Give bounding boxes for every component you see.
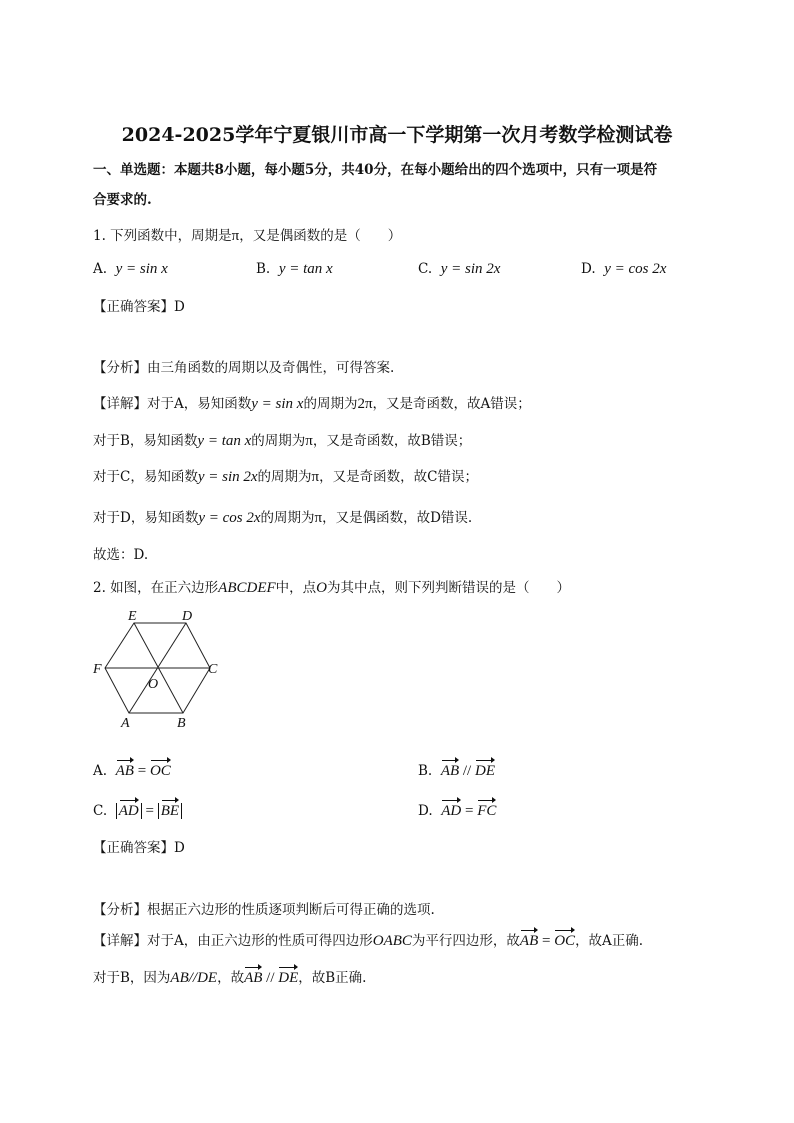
q2-option-a-vector-oc: OC	[149, 763, 171, 779]
q1-detail-a-end: ，又是奇函数，故A错误；	[372, 396, 531, 412]
page-title: 2024-2025学年宁夏银川市高一下学期第一次月考数学检测试卷	[121, 124, 673, 146]
label-d: D	[182, 610, 193, 624]
q2-option-c-vector-be: BE	[160, 803, 180, 819]
section-heading-line1: 一、单选题：本题共8小题，每小题5分，共40分，在每小题给出的四个选项中，只有一项是符	[93, 162, 658, 178]
q1-option-c-formula: y = sin 2x	[440, 261, 501, 277]
q1-option-d	[581, 259, 666, 279]
q2-option-b-op: //	[459, 763, 475, 779]
q2-stem-point: O	[316, 580, 328, 596]
q1-detail-a-period: 2π	[357, 396, 373, 412]
q1-detail-d-period: π	[314, 510, 323, 526]
q1-detail-c-end: ，又是奇函数，故C错误；	[319, 469, 478, 485]
q2-option-a-label: A.	[93, 763, 108, 779]
q2-answer: 【正确答案】D	[93, 840, 185, 856]
label-f: F	[93, 662, 102, 677]
q2-option-d-vector-ad: AD	[441, 803, 462, 819]
q1-analysis: 【分析】由三角函数的周期以及奇偶性，可得答案.	[93, 360, 395, 376]
q2-stem-text: 2. 如图，在正六边形	[93, 580, 219, 596]
q2-option-d-vector-fc: FC	[477, 803, 497, 819]
q1-detail-b-mid: 的周期为	[251, 433, 306, 449]
q1-detail-b	[93, 431, 471, 451]
q1-conclusion: 故选：D.	[93, 547, 149, 563]
q1-detail-d	[93, 508, 472, 528]
q2-detail-b	[93, 968, 366, 988]
q1-option-b	[256, 259, 333, 279]
q2-stem-mid: 中，点	[275, 580, 317, 596]
q1-detail-c-fn: y = sin 2x	[197, 469, 258, 485]
q2-option-b-label: B.	[418, 763, 433, 779]
q2-option-c-op: =	[141, 803, 158, 819]
q1-detail-d-mid: 的周期为	[260, 510, 315, 526]
q2-option-c-label: C.	[93, 803, 108, 819]
q2-detail-b-end: ，故B正确.	[298, 970, 367, 986]
q2-detail-a-vector-oc: OC	[554, 933, 576, 949]
q1-stem-text: 1. 下列函数中，周期是	[93, 228, 232, 244]
label-o: O	[148, 677, 159, 692]
q2-detail-a	[93, 931, 643, 951]
q2-detail-b-vector-ab: AB	[244, 970, 263, 986]
q1-detail-c	[93, 467, 478, 487]
q2-detail-b-op: //	[262, 970, 279, 986]
q1-option-b-formula: y = tan x	[278, 261, 333, 277]
hexagon-figure	[90, 610, 230, 735]
q2-option-a	[93, 761, 171, 781]
q1-detail-d-text: 对于D，易知函数	[93, 510, 199, 526]
q1-detail-a-fn: y = sin x	[251, 396, 304, 412]
q1-detail-a	[93, 394, 531, 414]
q1-detail-b-fn: y = tan x	[197, 433, 252, 449]
q2-detail-a-vector-ab: AB	[519, 933, 539, 949]
q1-option-d-formula: y = cos 2x	[604, 261, 667, 277]
label-a: A	[121, 716, 130, 731]
q2-option-c-vector-ad: AD	[118, 803, 139, 819]
q2-detail-b-relation: AB//DE	[170, 970, 218, 986]
q1-detail-b-end: ，又是奇函数，故B错误；	[312, 433, 472, 449]
q2-detail-a-mid: 为平行四边形，故	[411, 933, 520, 949]
q1-option-c	[418, 259, 500, 279]
q2-option-b	[418, 761, 495, 781]
q1-option-a-label: A.	[93, 261, 108, 277]
q1-detail-d-end: ，又是偶函数，故D错误.	[322, 510, 473, 526]
q1-detail-c-text: 对于C，易知函数	[93, 469, 198, 485]
q2-detail-b-text: 对于B，因为	[93, 970, 171, 986]
q2-stem-hexagon: ABCDEF	[218, 580, 276, 596]
q2-detail-b-mid: ，故	[217, 970, 245, 986]
label-c: C	[208, 662, 218, 677]
q1-option-a	[93, 259, 168, 279]
q1-option-d-label: D.	[581, 261, 596, 277]
q2-detail-a-quad: OABC	[372, 933, 412, 949]
q2-option-d	[418, 801, 496, 821]
q1-option-c-label: C.	[418, 261, 433, 277]
q1-detail-a-mid: 的周期为	[303, 396, 358, 412]
q1-detail-b-period: π	[305, 433, 313, 449]
q2-option-b-vector-ab: AB	[440, 763, 460, 779]
q2-detail-a-op: =	[538, 933, 555, 949]
q1-stem-pi: π	[231, 228, 240, 244]
q1-stem	[93, 226, 401, 246]
q1-option-b-label: B.	[256, 261, 271, 277]
q1-answer: 【正确答案】D	[93, 299, 185, 315]
label-e: E	[128, 610, 137, 624]
q2-stem	[93, 578, 570, 598]
q2-option-a-op: =	[133, 763, 150, 779]
q2-option-c	[93, 801, 182, 821]
label-b: B	[177, 716, 186, 731]
q1-detail-a-text: 【详解】对于A，易知函数	[93, 396, 252, 412]
q2-stem-end: 为其中点，则下列判断错误的是（ ）	[327, 580, 571, 596]
hexagon-lines	[105, 623, 210, 713]
q2-option-b-vector-de: DE	[474, 763, 495, 779]
q2-option-a-vector-ab: AB	[115, 763, 134, 779]
q2-detail-a-end: ，故A正确.	[575, 933, 644, 949]
q2-detail-a-text: 【详解】对于A，由正六边形的性质可得四边形	[93, 933, 373, 949]
q1-option-a-formula: y = sin x	[115, 261, 168, 277]
q1-detail-c-mid: 的周期为	[257, 469, 312, 485]
q2-analysis: 【分析】根据正六边形的性质逐项判断后可得正确的选项.	[93, 902, 435, 918]
q1-detail-b-text: 对于B，易知函数	[93, 433, 198, 449]
q2-option-d-label: D.	[418, 803, 433, 819]
q1-detail-c-period: π	[311, 469, 320, 485]
q2-detail-b-vector-de: DE	[278, 970, 299, 986]
q2-option-d-op: =	[461, 803, 478, 819]
q1-stem-text-end: ，又是偶函数的是（ ）	[239, 228, 402, 244]
q1-detail-d-fn: y = cos 2x	[198, 510, 261, 526]
section-heading-line2: 合要求的.	[93, 192, 152, 208]
